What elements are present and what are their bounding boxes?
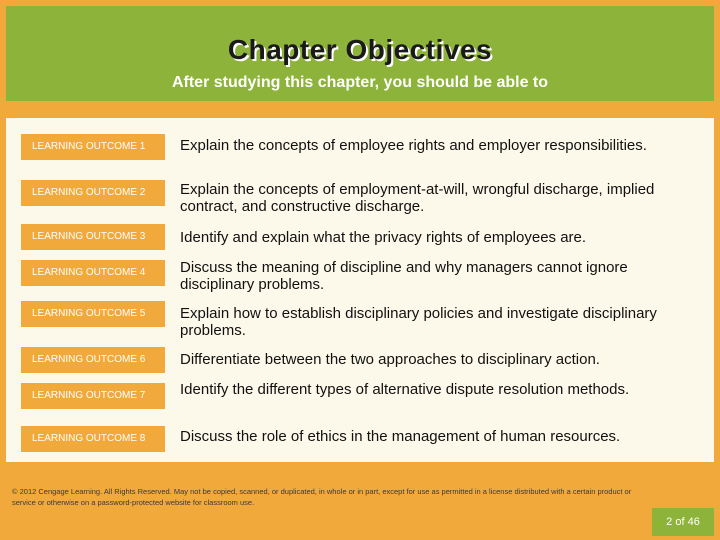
outcome-text: Explain how to establish disciplinary policies and investigate disciplinary problems. (180, 305, 657, 339)
outcome-text: Identify and explain what the privacy rights of employees are. (180, 229, 587, 246)
outcome-text: Differentiate between the two approaches to disciplinary action. (180, 351, 600, 368)
outcome-badge: LEARNING OUTCOME 7 (21, 383, 165, 409)
outcome-text: Identify the different types of alternative dispute resolution methods. (180, 381, 630, 398)
page-counter: 2 of 46 (652, 508, 714, 536)
outcome-badge: LEARNING OUTCOME 6 (21, 347, 165, 373)
outcome-text: Explain the concepts of employment-at-will, wrongful discharge, implied contract, and constructive discharge. (180, 181, 655, 215)
outcome-badge: LEARNING OUTCOME 2 (21, 180, 165, 206)
page-title: Chapter Objectives (227, 34, 493, 65)
outcome-text: Explain the concepts of employee rights and employer responsibilities. (180, 137, 647, 154)
outcome-text: Discuss the meaning of discipline and why managers cannot ignore disciplinary problems. (180, 259, 628, 293)
outcome-text: Discuss the role of ethics in the management of human resources. (180, 428, 621, 445)
outcomes-panel (6, 118, 714, 462)
outcome-badge: LEARNING OUTCOME 3 (21, 224, 165, 250)
page-subtitle: After studying this chapter, you should be able to (171, 74, 549, 91)
copyright-notice: © 2012 Cengage Learning. All Rights Reserved. May not be copied, scanned, or duplicated, in whole or in part, except for use as permitted in a license distributed with a certain product or service or otherwise on a password-protected website for classroom use. (12, 487, 632, 507)
outcome-badge: LEARNING OUTCOME 4 (21, 260, 165, 286)
outcome-badge: LEARNING OUTCOME 1 (21, 134, 165, 160)
outcome-badge: LEARNING OUTCOME 8 (21, 426, 165, 452)
outcome-badge: LEARNING OUTCOME 5 (21, 301, 165, 327)
